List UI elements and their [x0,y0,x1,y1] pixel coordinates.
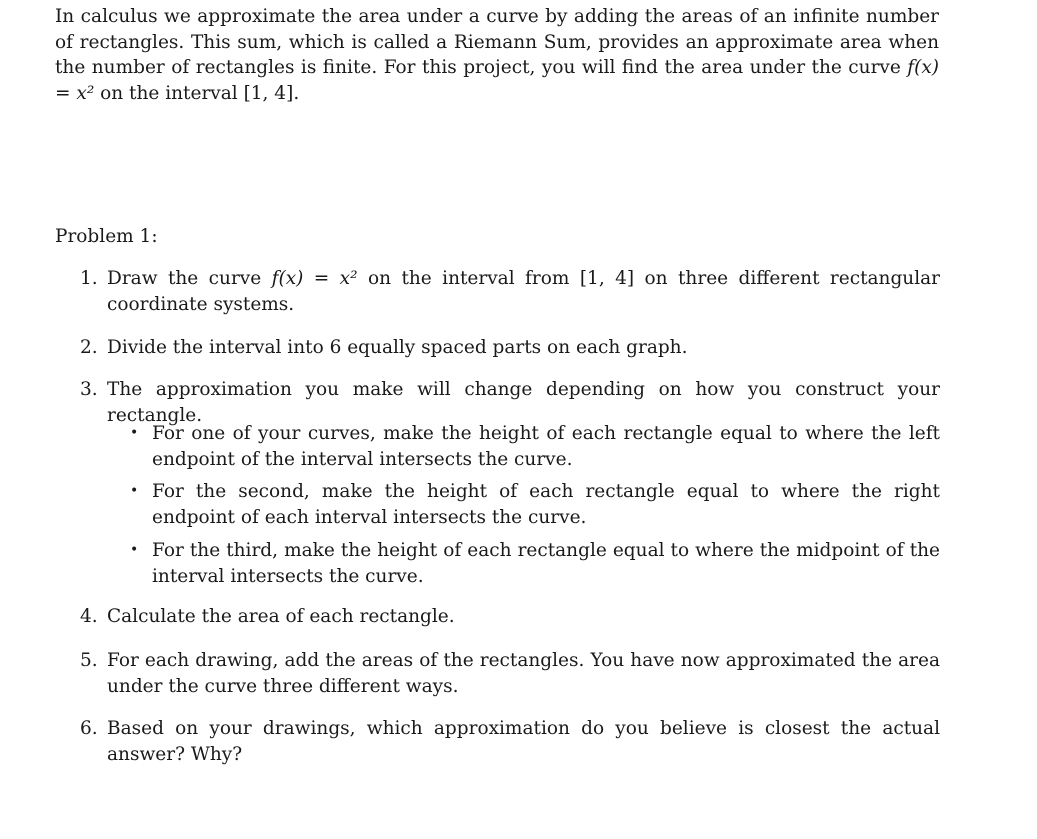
list-item-2 [80,335,940,361]
list-item-text: Based on your drawings, which approximation do you believe is closest the actual answer? Why? [107,718,940,765]
bullet-icon: • [130,483,139,499]
list-item-number: 6. [80,718,98,739]
problem-heading: Problem 1: [55,226,158,247]
list-item-1 [80,266,940,317]
list-item-number: 3. [80,379,98,400]
intro-function: f(x) = x² [55,57,939,104]
bullet-item-right-endpoint [130,479,940,530]
list-item-text: Divide the interval into 6 equally spaced parts on each graph. [107,337,688,358]
list-item-number: 5. [80,650,98,671]
intro-text-end: . [293,82,300,104]
bullet-text: For one of your curves, make the height of each rectangle equal to where the left endpoint of the interval intersects the curve. [152,423,940,470]
list-item-number: 2. [80,337,98,358]
list-item-6 [80,716,940,767]
list-item-5 [80,648,940,699]
bullet-item-left-endpoint [130,421,940,472]
bullet-text: For the second, make the height of each rectangle equal to where the right endpoint of each interval intersects the curve. [152,481,940,528]
bullet-text: For the third, make the height of each rectangle equal to where the midpoint of the interval intersects the curve. [152,540,940,587]
item-function: f(x) = x² [271,268,358,289]
intro-interval: [1, 4] [243,82,294,104]
list-item-text: The approximation you make will change depending on how you construct your rectangle. [107,379,940,426]
intro-text: In calculus we approximate the area under a curve by adding the areas of an infinite number of rectangles. This sum, which is called a Riemann Sum, provides an approximate area when the number of rectangles is finite. For this project, you will find the area under the curve [55,6,939,78]
intro-text-interval-lead: on the interval [94,82,244,104]
bullet-icon: • [130,425,139,441]
list-item-number: 1. [80,268,98,289]
list-item-4 [80,604,940,630]
list-item-text: For each drawing, add the areas of the rectangles. You have now approximated the area under the curve three different ways. [107,650,940,697]
bullet-icon: • [130,542,139,558]
list-item-number: 4. [80,606,98,627]
bullet-item-midpoint [130,538,940,589]
intro-paragraph [55,4,939,106]
list-item-text: Calculate the area of each rectangle. [107,606,455,627]
list-item-text: Draw the curve f(x) = x² on the interval from [1, 4] on three different rectangular coordinate systems. [107,268,941,315]
